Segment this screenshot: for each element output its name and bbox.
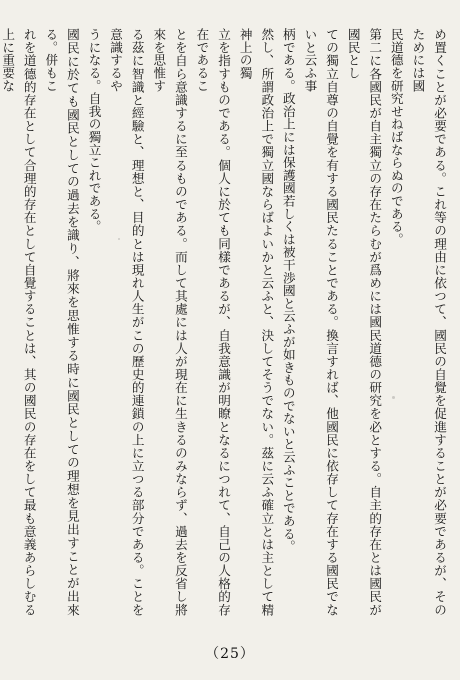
- paragraph-4: 國民に於ても國民としての過去を識り、將來を思惟する時に國民としての理想を見出すことが出來る。併もこ れを道德的存在として合理的存在として自覺することは、其の國民の存在をして最も意義あらしむる上に重要な: [0, 28, 80, 616]
- paragraph-1: め置くことが必要である。これ等の理由に依つて、國民の自覺を促進することが必要であるが、そのためには國 民道德を研究せねばならぬのである。: [388, 28, 447, 616]
- vertical-text-body: [0, 28, 450, 616]
- scan-speck: [392, 396, 395, 399]
- scan-speck: [118, 238, 120, 240]
- page-number: （25）: [205, 646, 255, 662]
- paragraph-3: 然し、所謂政治上で獨立國ならばよいかと云ふと、決してそうでない。茲に云ふ確立とは主として精神上の獨 立を指すものである。個人に於ても同樣であるが、自我意識が明瞭となるにつれて、自己の人格的存在であるこ とを自ら意識するに至るものである。而して其處には人が現在に生きるのみならず、過去を反省し將來を思惟す る茲に智識と經驗と、理想と、目的とは現れ人生がこの歷史的連鎖の上に立つる部分である。ことを意識するや うになる。自我の獨立これである。: [86, 28, 275, 616]
- paragraph-2: 第二に各國民が自主獨立の存在たらむが爲めには國民道德の研究を必とする。自主的存在とは國民が國民とし ての獨立自尊の自覺を有する國民たることである。換言すれば、他國民に依存して存在する國民でないと云ふ事 柄である。政治上には保護國若しくは被干渉國と云ふが如きものでないと云ふことである。: [280, 28, 383, 616]
